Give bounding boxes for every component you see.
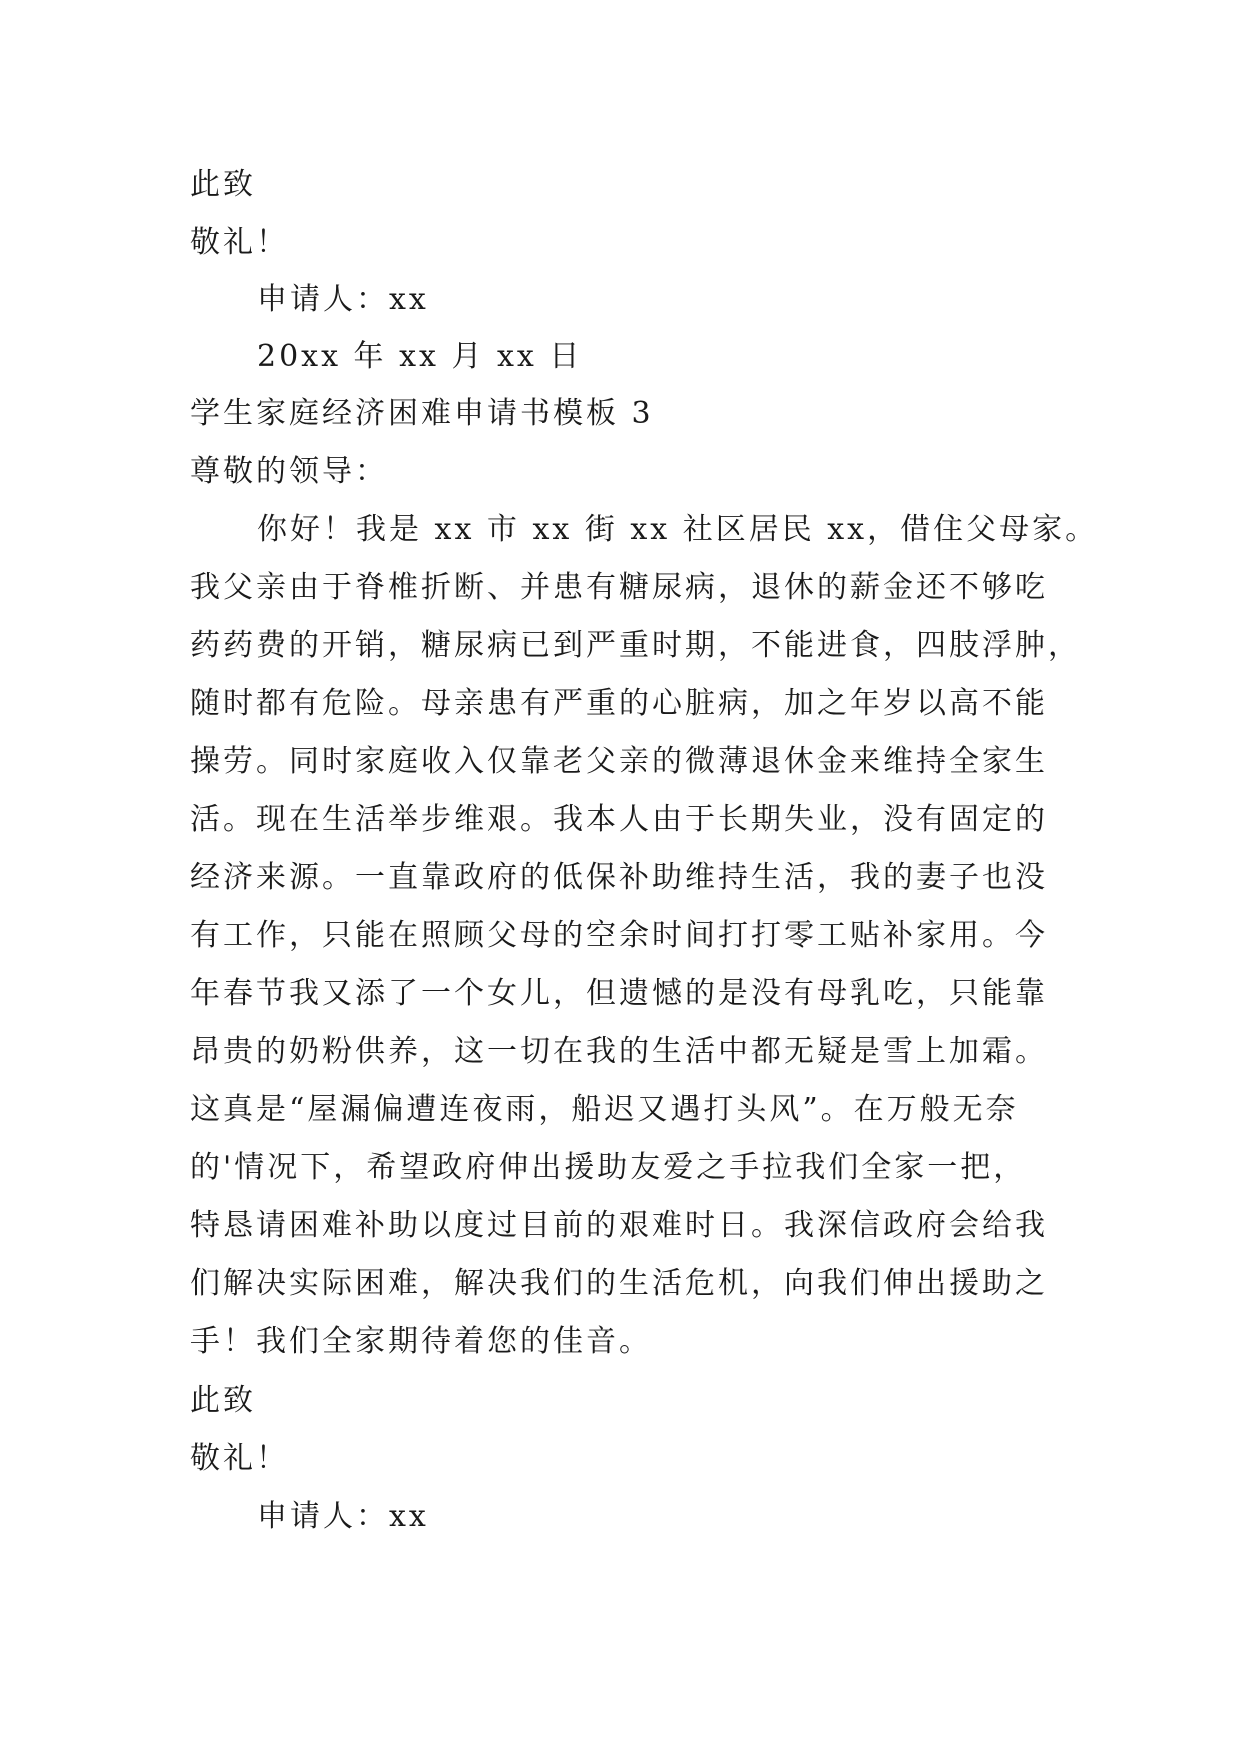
- body-line: 我父亲由于脊椎折断、并患有糖尿病，退休的薪金还不够吃: [190, 570, 1048, 605]
- section-title: 学生家庭经济困难申请书模板 3: [190, 396, 654, 431]
- applicant-signature: 申请人：xx: [257, 1499, 429, 1534]
- body-line: 特恳请困难补助以度过目前的艰难时日。我深信政府会给我: [190, 1208, 1048, 1243]
- body-line: 活。现在生活举步维艰。我本人由于长期失业，没有固定的: [190, 802, 1048, 837]
- body-line: 昂贵的奶粉供养，这一切在我的生活中都无疑是雪上加霜。: [190, 1034, 1048, 1069]
- letter-greeting: 尊敬的领导：: [190, 454, 388, 489]
- body-line: 操劳。同时家庭收入仅靠老父亲的微薄退休金来维持全家生: [190, 744, 1048, 779]
- applicant-signature: 申请人：xx: [257, 282, 429, 317]
- body-line: 你好！我是 xx 市 xx 街 xx 社区居民 xx，借住父母家。: [257, 512, 1099, 547]
- application-date: 20xx 年 xx 月 xx 日: [257, 339, 583, 374]
- body-line: 手！我们全家期待着您的佳音。: [190, 1324, 652, 1359]
- closing-salutation: 此致: [190, 1383, 256, 1418]
- closing-salutation: 此致: [190, 167, 256, 202]
- body-line: 药药费的开销，糖尿病已到严重时期，不能进食，四肢浮肿，: [190, 628, 1081, 663]
- closing-regards: 敬礼！: [190, 225, 289, 260]
- body-line: 年春节我又添了一个女儿，但遗憾的是没有母乳吃，只能靠: [190, 976, 1048, 1011]
- body-line: 随时都有危险。母亲患有严重的心脏病，加之年岁以高不能: [190, 686, 1048, 721]
- closing-regards: 敬礼！: [190, 1441, 289, 1476]
- body-line: 经济来源。一直靠政府的低保补助维持生活，我的妻子也没: [190, 860, 1048, 895]
- body-line: 有工作，只能在照顾父母的空余时间打打零工贴补家用。今: [190, 918, 1048, 953]
- body-line: 们解决实际困难，解决我们的生活危机，向我们伸出援助之: [190, 1266, 1048, 1301]
- body-line: 这真是“屋漏偏遭连夜雨，船迟又遇打头风”。在万般无奈: [190, 1092, 1019, 1127]
- body-line: 的'情况下，希望政府伸出援助友爱之手拉我们全家一把，: [190, 1150, 1027, 1185]
